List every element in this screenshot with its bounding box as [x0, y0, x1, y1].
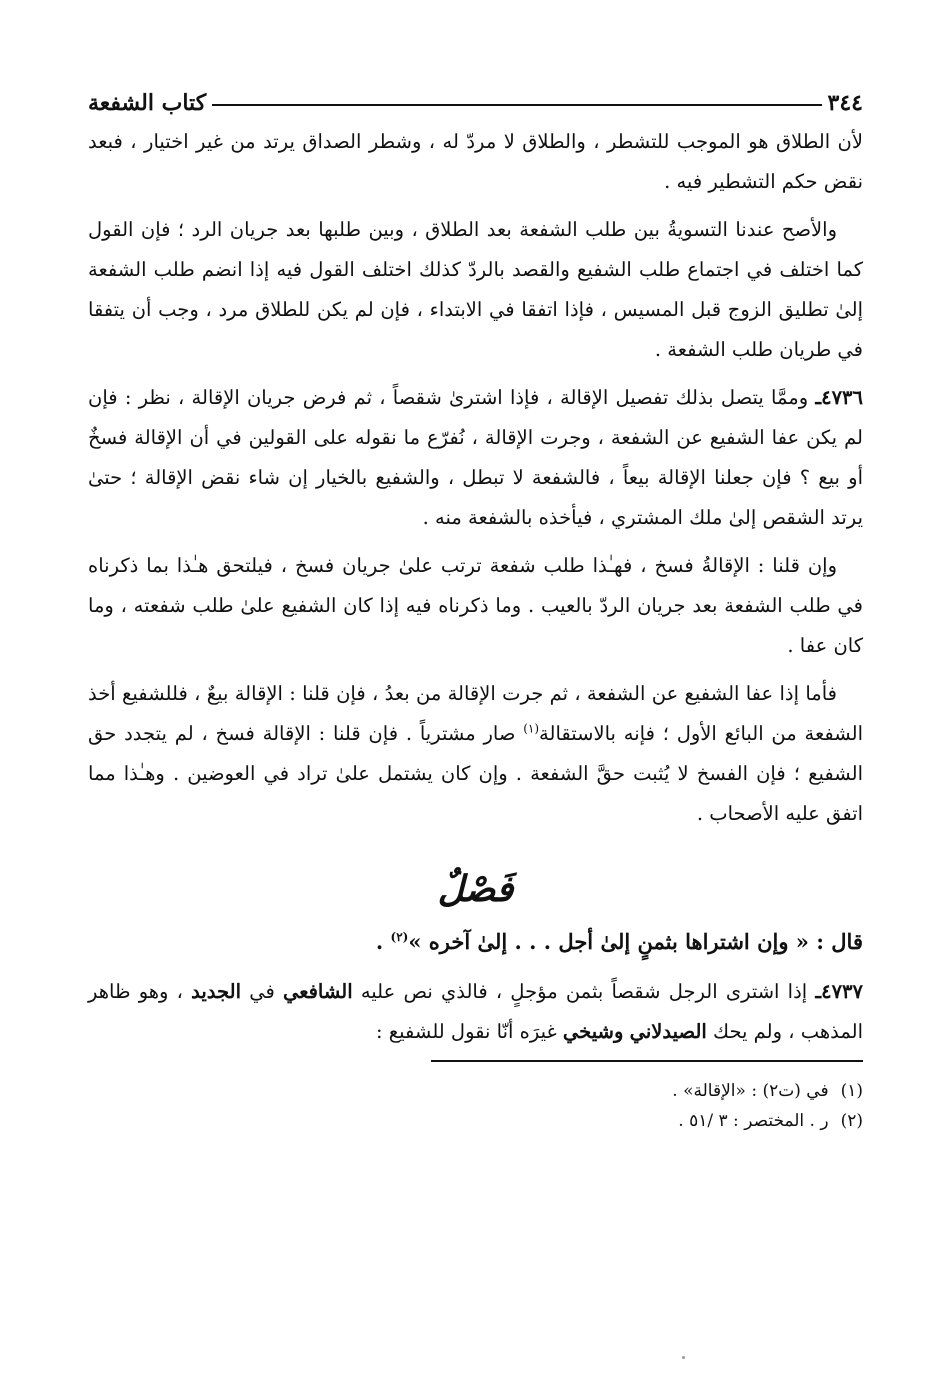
paragraph-5-text-b: صار مشترياً . فإن قلنا : الإقالة فسخ ، لم يتجدد حق الشفيع ؛ فإن الفسخ لا يُثبت حقَّ الشفعة . وإن كان يشتمل علىٰ تراد في العوضين . وهـٰذا مما اتفق عليه الأصحاب . [88, 722, 863, 825]
footnote-1-text: في (ت٢) : «الإقالة» . [672, 1081, 829, 1101]
footnote-1 [88, 1076, 863, 1106]
paragraph-6-text-e: غيرَه أنّا نقول للشفيع : [376, 1020, 557, 1043]
book-title: كتاب الشفعة [88, 90, 207, 116]
footnote-ref-1: (١) [523, 721, 540, 736]
paragraph-2: والأصح عندنا التسويةُ بين طلب الشفعة بعد الطلاق ، وبين طلبها بعد جريان الرد ؛ فإن القول كما اختلف في اجتماع طلب الشفيع والقصد بالردّ كذلك اختلف القول فيه إذا انضم طلب الشفعة إلىٰ تطليق الزوج قبل المسيس ، فإذا اتفقا في الابتداء ، فإن لم يكن للطلاق مرد ، وجب أن يتفقا في طريان طلب الشفعة . [88, 218, 863, 361]
paragraph-6 [88, 972, 863, 1052]
qala-end: . [375, 929, 384, 954]
term-jadid: الجديد [191, 980, 241, 1003]
paragraph-5 [88, 674, 863, 834]
name-shafii: الشافعي [282, 980, 353, 1003]
conjunction-wa: و [613, 1020, 624, 1043]
paragraph-6-text-a: إذا اشترى الرجل شقصاً بثمن مؤجلٍ ، فالذي نص عليه [360, 980, 808, 1003]
footnote-ref-2: (٢) [390, 930, 409, 944]
header-rule [212, 104, 821, 106]
footnotes [88, 1076, 863, 1136]
main-text [88, 122, 863, 1052]
qala-text: « وإن اشتراها بثمنٍ إلىٰ أجل . . . إلىٰ آخره » [408, 929, 809, 954]
book-page [88, 78, 863, 1338]
name-shaykhi: شيخي [562, 1020, 614, 1043]
paragraph-3 [88, 378, 863, 538]
paragraph-6-text-c: ، وهو ظاهر المذهب ، ولم يحك [88, 980, 863, 1043]
page-header [88, 78, 863, 116]
footnote-2-number: (٢) [840, 1111, 863, 1131]
scan-speck [682, 1356, 685, 1359]
paragraph-1: لأن الطلاق هو الموجب للتشطر ، والطلاق لا مردّ له ، وشطر الصداق يرتد من غير اختيار ، فبعد نقض حكم التشطير فيه . [88, 130, 863, 193]
footnote-2-text: ر . المختصر : ٣ /٥١ . [678, 1111, 829, 1131]
section-heading: فَصْلٌ [437, 868, 514, 910]
qala-label: قال : [816, 929, 863, 954]
paragraph-3-text: وممَّا يتصل بذلك تفصيل الإقالة ، فإذا اشترىٰ شقصاً ، ثم فرض جريان الإقالة ، نظر : فإن لم يكن عفا الشفيع عن الشفعة ، وجرت الإقالة ، نُفرّع ما نقوله على القولين في أن الإقالة فسخٌ أو بيع ؟ فإن جعلنا الإقالة بيعاً ، فالشفعة لا تبطل ، والشفيع بالخيار إن شاء نقض الإقالة ؛ حتىٰ يرتد الشقص إلىٰ ملك المشتري ، فيأخذه بالشفعة منه . [88, 386, 863, 529]
paragraph-5-text-a: فأما إذا عفا الشفيع عن الشفعة ، ثم جرت الإقالة من بعدُ ، فإن قلنا : الإقالة بيعٌ ، فللشفيع أخذ الشفعة من البائع الأول ؛ فإنه بالاستقالة [88, 682, 863, 745]
paragraph-6-text-b: في [249, 980, 275, 1003]
issue-number-4736: ٤٧٣٦ـ [815, 386, 863, 409]
name-saydalani: الصيدلاني [629, 1020, 707, 1043]
paragraph-4: وإن قلنا : الإقالةُ فسخ ، فهـٰذا طلب شفعة ترتب علىٰ جريان فسخ ، فيلتحق هـٰذا بما ذكرناه في طلب الشفعة بعد جريان الردّ بالعيب . وما ذكرناه فيه إذا كان الشفيع علىٰ طلب شفعته ، وما كان عفا . [88, 554, 863, 657]
footnote-2 [88, 1106, 863, 1136]
quoted-statement [88, 920, 863, 964]
footnote-rule [431, 1060, 863, 1062]
issue-number-4737: ٤٧٣٧ـ [815, 980, 863, 1003]
page-number: ٣٤٤ [827, 90, 863, 116]
footnote-1-number: (١) [840, 1081, 863, 1101]
